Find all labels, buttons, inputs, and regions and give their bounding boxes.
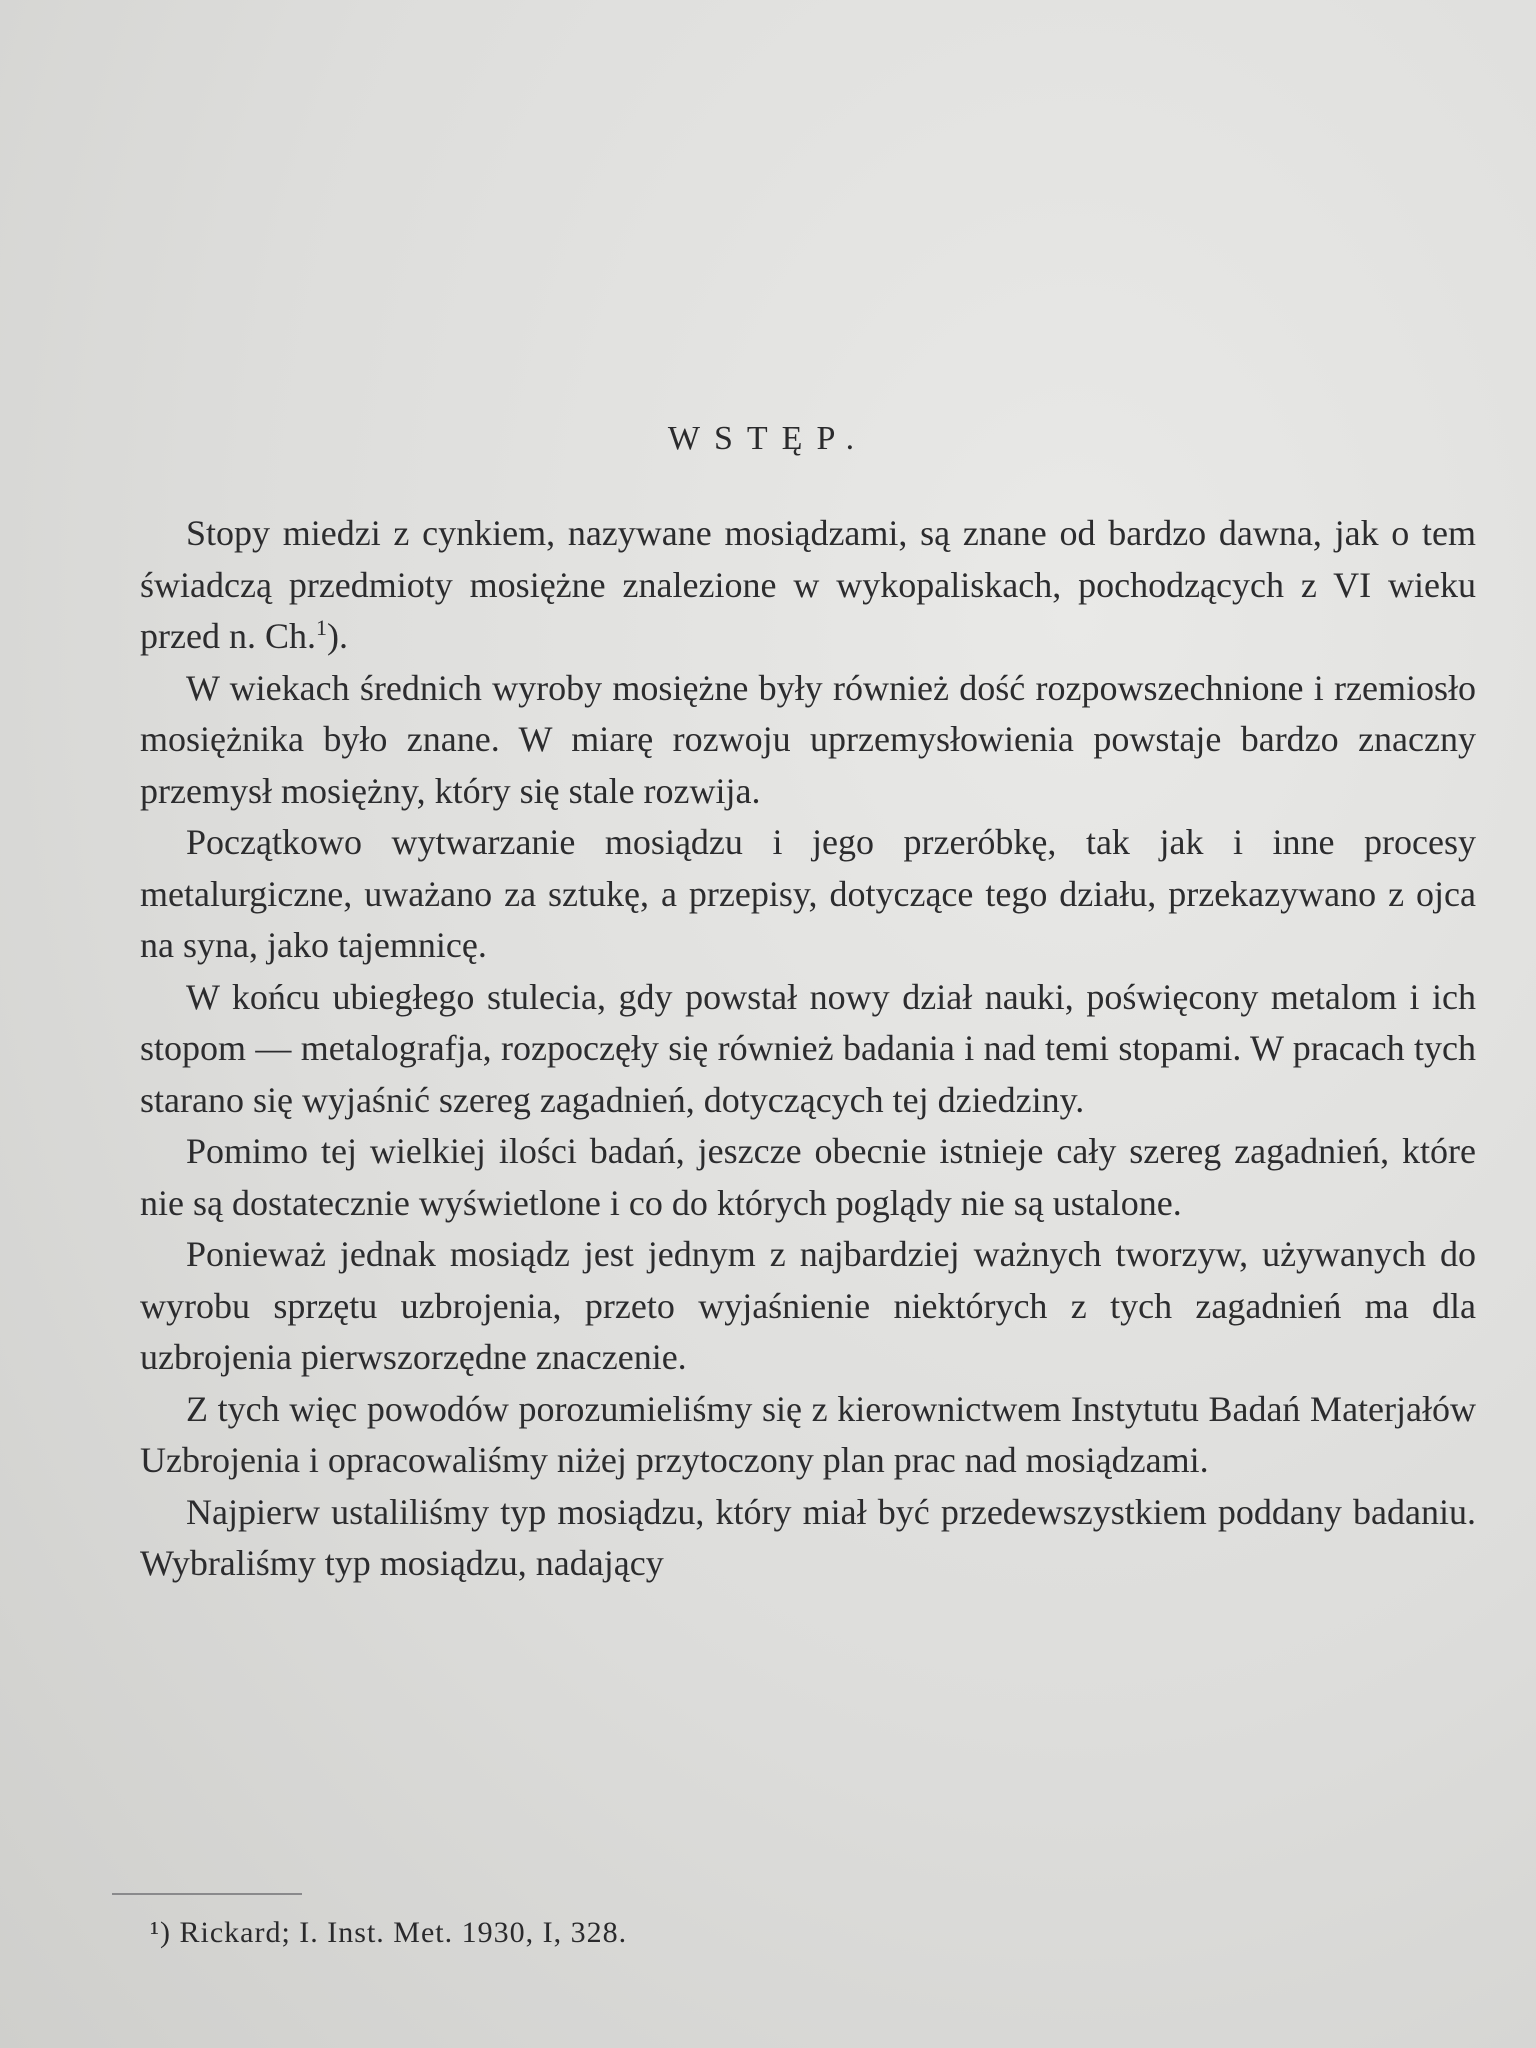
body-text: [140, 508, 1476, 1590]
paragraph: W wiekach średnich wyroby mosiężne były również dość rozpowszechnione i rzemiosło mosiężnika było znane. W miarę rozwoju uprzemysłowienia powstaje bardzo znaczny przemysł mosiężny, który się stale rozwija.: [140, 667, 1476, 811]
paragraph: [140, 508, 1476, 663]
paragraph: Z tych więc powodów porozumieliśmy się z kierownictwem Instytutu Badań Materjałów Uzbrojenia i opracowaliśmy niżej przytoczony plan prac nad mosiądzami.: [140, 1388, 1476, 1480]
paragraph-text: Stopy miedzi z cynkiem, nazywane mosiądzami, są znane od bardzo dawna, jak o tem świadczą przedmioty mosiężne znalezione w wykopaliskach, pochodzących z VI wieku przed n. Ch.: [140, 513, 1476, 656]
footnote-marker: 1: [315, 615, 327, 640]
footnote: ¹) Rickard; I. Inst. Met. 1930, I, 328.: [150, 1916, 628, 1949]
paragraph: Najpierw ustaliliśmy typ mosiądzu, który miał być przedewszystkiem poddany badaniu. Wybraliśmy typ mosiądzu, nadający: [140, 1491, 1476, 1583]
paragraph: Początkowo wytwarzanie mosiądzu i jego przeróbkę, tak jak i inne procesy metalurgiczne, uważano za sztukę, a przepisy, dotyczące tego działu, przekazywano z ojca na syna, jako tajemnicę.: [140, 822, 1476, 965]
paragraph: Pomimo tej wielkiej ilości badań, jeszcze obecnie istnieje cały szereg zagadnień, które nie są dostatecznie wyświetlone i co do których poglądy nie są ustalone.: [140, 1131, 1476, 1223]
paragraph-text-tail: ).: [326, 616, 348, 656]
paragraph: Ponieważ jednak mosiądz jest jednym z najbardziej ważnych tworzyw, używanych do wyrobu sprzętu uzbrojenia, przeto wyjaśnienie niektórych z tych zagadnień ma dla uzbrojenia pierwszorzędne znaczenie.: [140, 1234, 1476, 1377]
footnote-divider: [112, 1893, 302, 1895]
page-title: WSTĘP.: [667, 420, 869, 457]
paragraph: W końcu ubiegłego stulecia, gdy powstał nowy dział nauki, poświęcony metalom i ich stopom — metalografja, rozpoczęły się również badania i nad temi stopami. W pracach tych starano się wyjaśnić szereg zagadnień, dotyczących tej dziedziny.: [140, 976, 1476, 1120]
